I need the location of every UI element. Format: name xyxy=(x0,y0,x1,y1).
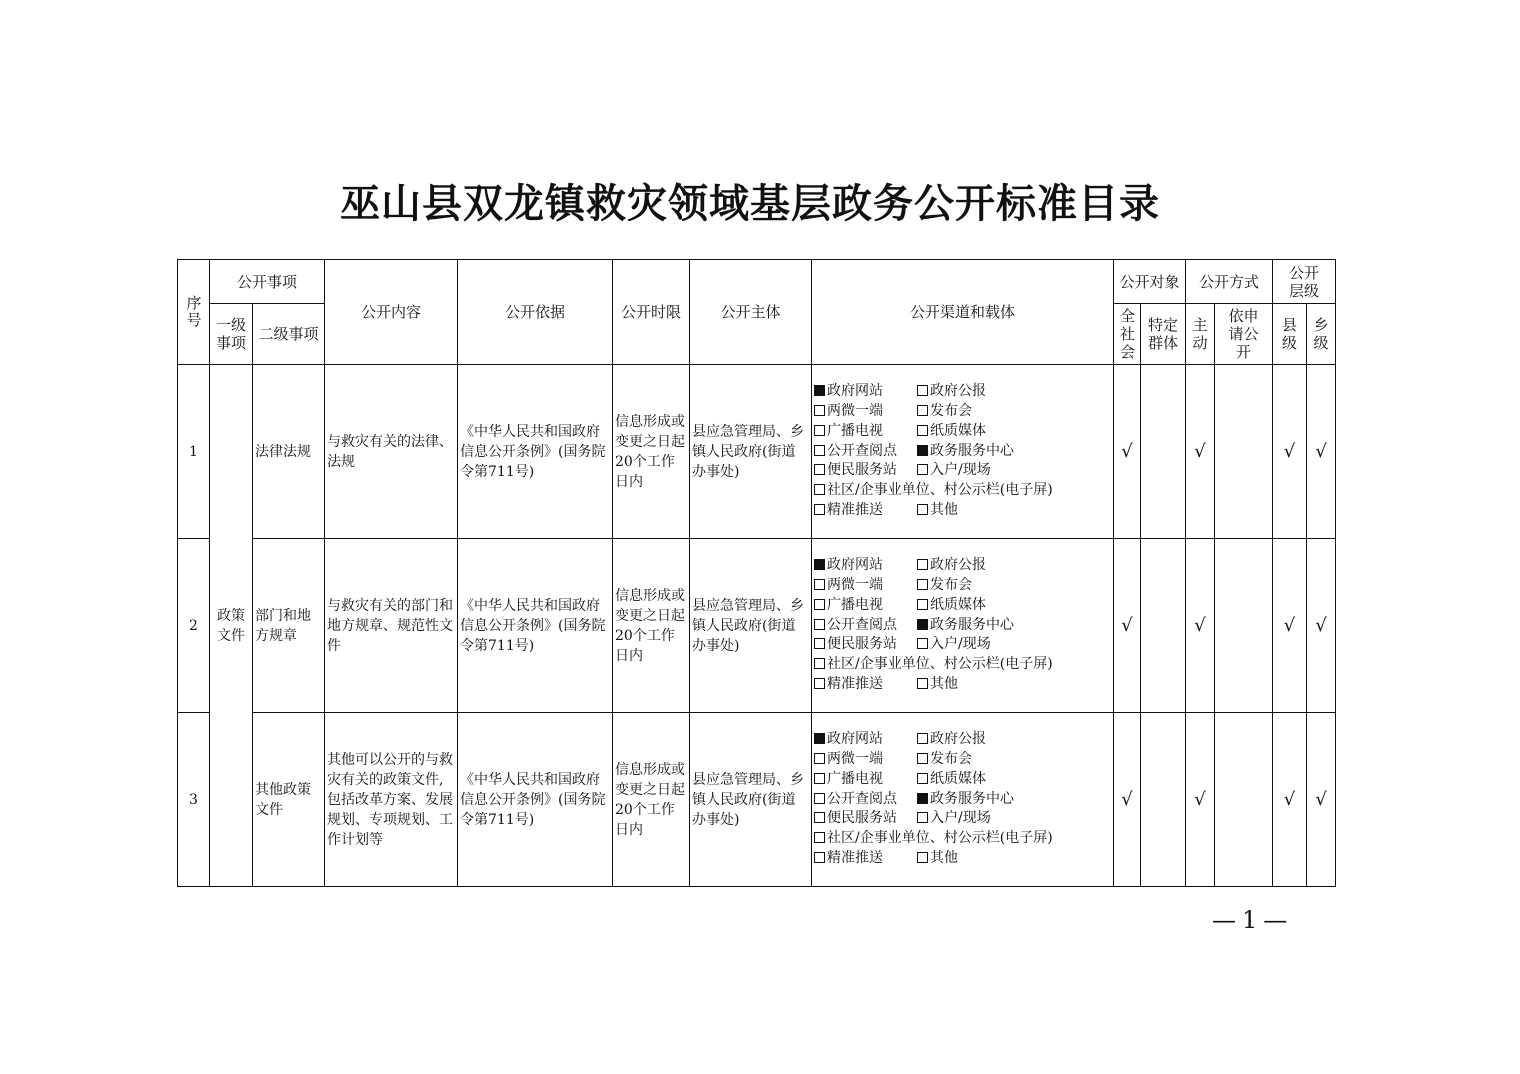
unchecked-box-icon xyxy=(814,579,825,590)
header-method-group: 公开方式 xyxy=(1186,260,1273,304)
channel-line xyxy=(814,616,1111,636)
unchecked-box-icon xyxy=(814,832,825,843)
header-seq: 序号 xyxy=(178,260,210,365)
channel-label: 精准推送 xyxy=(827,675,884,692)
channel-option xyxy=(814,655,1053,675)
unchecked-box-icon xyxy=(917,425,928,436)
row-subject: 县应急管理局、乡镇人民政府(街道办事处) xyxy=(690,713,812,887)
channel-option xyxy=(917,501,958,521)
unchecked-box-icon xyxy=(917,504,928,515)
channel-label: 精准推送 xyxy=(827,849,884,866)
channel-option xyxy=(917,750,972,770)
page-number: —1— xyxy=(1212,906,1294,934)
checked-box-icon xyxy=(814,559,825,570)
channel-label: 便民服务站 xyxy=(827,462,898,479)
unchecked-box-icon xyxy=(814,793,825,804)
header-level2: 二级事项 xyxy=(253,304,325,365)
channel-label: 其他 xyxy=(930,849,959,866)
channel-label: 政府网站 xyxy=(827,557,884,574)
unchecked-box-icon xyxy=(814,638,825,649)
unchecked-box-icon xyxy=(814,773,825,784)
channel-label: 其他 xyxy=(930,675,959,692)
channel-option xyxy=(917,556,986,576)
channel-line xyxy=(814,655,1111,675)
channel-line xyxy=(814,809,1111,829)
row-channels xyxy=(812,713,1114,887)
row-subject: 县应急管理局、乡镇人民政府(街道办事处) xyxy=(690,365,812,539)
channel-option xyxy=(917,576,972,596)
row-method-request xyxy=(1215,713,1273,887)
channel-label: 纸质媒体 xyxy=(930,770,987,787)
channel-line xyxy=(814,461,1111,481)
unchecked-box-icon xyxy=(917,773,928,784)
channel-line xyxy=(814,790,1111,810)
row-audience-specific xyxy=(1141,539,1186,713)
channel-label: 精准推送 xyxy=(827,501,884,518)
channel-label: 公开查阅点 xyxy=(827,616,898,633)
table-header xyxy=(178,260,1336,365)
unchecked-box-icon xyxy=(814,852,825,863)
channel-option xyxy=(814,829,1053,849)
channel-option xyxy=(814,402,917,422)
row-audience-all: √ xyxy=(1114,539,1141,713)
unchecked-box-icon xyxy=(814,658,825,669)
channel-option xyxy=(917,596,986,616)
channel-option xyxy=(814,849,917,869)
table-row xyxy=(178,539,1336,713)
header-audience-specific: 特定群体 xyxy=(1141,304,1186,365)
channel-line xyxy=(814,576,1111,596)
channel-option xyxy=(917,382,986,402)
checked-box-icon xyxy=(814,385,825,396)
channel-label: 两微一端 xyxy=(827,751,884,767)
header-content: 公开内容 xyxy=(325,260,458,365)
channel-option xyxy=(814,461,917,481)
row-level-county: √ xyxy=(1273,539,1307,713)
unchecked-box-icon xyxy=(814,678,825,689)
channel-line xyxy=(814,675,1111,695)
channel-line xyxy=(814,596,1111,616)
header-audience-group: 公开对象 xyxy=(1114,260,1186,304)
row-method-active: √ xyxy=(1186,365,1215,539)
channel-option xyxy=(917,442,1014,462)
channel-label: 便民服务站 xyxy=(827,636,898,653)
channel-label: 政务服务中心 xyxy=(930,442,1015,459)
channel-option xyxy=(917,461,991,481)
header-audience-all: 全社会 xyxy=(1114,304,1141,365)
row-level-town: √ xyxy=(1307,539,1336,713)
row-level2: 部门和地方规章 xyxy=(253,539,325,713)
channel-line xyxy=(814,849,1111,869)
channel-line xyxy=(814,730,1111,750)
row-channels xyxy=(812,539,1114,713)
channel-line xyxy=(814,770,1111,790)
unchecked-box-icon xyxy=(917,852,928,863)
header-method-active: 主动 xyxy=(1186,304,1215,365)
row-method-active: √ xyxy=(1186,539,1215,713)
unchecked-box-icon xyxy=(917,385,928,396)
channel-label: 公开查阅点 xyxy=(827,790,898,807)
unchecked-box-icon xyxy=(917,559,928,570)
channel-label: 政府公报 xyxy=(930,383,987,400)
channel-line xyxy=(814,422,1111,442)
channel-option xyxy=(917,635,991,655)
channel-label: 两微一端 xyxy=(827,403,884,419)
row-method-request xyxy=(1215,539,1273,713)
row-audience-specific xyxy=(1141,713,1186,887)
table-body xyxy=(178,365,1336,887)
channel-label: 发布会 xyxy=(930,751,973,767)
channel-option xyxy=(814,750,917,770)
row-level-county: √ xyxy=(1273,713,1307,887)
row-method-active: √ xyxy=(1186,713,1215,887)
checked-box-icon xyxy=(917,619,928,630)
channel-option xyxy=(814,501,917,521)
unchecked-box-icon xyxy=(917,638,928,649)
channel-line xyxy=(814,750,1111,770)
channel-label: 政务服务中心 xyxy=(930,616,1015,633)
channel-option xyxy=(917,849,958,869)
row-seq: 2 xyxy=(178,539,210,713)
channel-option xyxy=(917,422,986,442)
channel-line xyxy=(814,442,1111,462)
checked-box-icon xyxy=(917,445,928,456)
unchecked-box-icon xyxy=(917,405,928,416)
row-subject: 县应急管理局、乡镇人民政府(街道办事处) xyxy=(690,539,812,713)
unchecked-box-icon xyxy=(814,445,825,456)
channel-label: 社区/企事业单位、村公示栏(电子屏) xyxy=(827,830,1053,847)
channel-option xyxy=(917,770,986,790)
channel-option xyxy=(814,556,917,576)
header-level-county: 县级 xyxy=(1273,304,1307,365)
unchecked-box-icon xyxy=(917,678,928,689)
row-basis: 《中华人民共和国政府信息公开条例》(国务院令第711号) xyxy=(458,539,613,713)
standard-catalog-table xyxy=(177,259,1336,887)
row-level2: 法律法规 xyxy=(253,365,325,539)
channel-label: 纸质媒体 xyxy=(930,596,987,613)
row-content: 与救灾有关的部门和地方规章、规范性文件 xyxy=(325,539,458,713)
unchecked-box-icon xyxy=(814,405,825,416)
table-row xyxy=(178,713,1336,887)
channel-line xyxy=(814,501,1111,521)
page-title: 巫山县双龙镇救灾领域基层政务公开标准目录 xyxy=(340,180,1160,227)
channel-label: 社区/企事业单位、村公示栏(电子屏) xyxy=(827,482,1053,499)
row-time-limit: 信息形成或变更之日起20个工作日内 xyxy=(613,365,690,539)
unchecked-box-icon xyxy=(814,599,825,610)
channel-label: 政府网站 xyxy=(827,383,884,400)
channel-option xyxy=(814,675,917,695)
channel-option xyxy=(814,442,917,462)
channel-option xyxy=(814,422,917,442)
row-seq: 3 xyxy=(178,713,210,887)
row-audience-all: √ xyxy=(1114,365,1141,539)
channel-label: 入户/现场 xyxy=(930,462,991,479)
channel-option xyxy=(814,616,917,636)
channel-label: 政府网站 xyxy=(827,731,884,748)
checked-box-icon xyxy=(917,793,928,804)
row-level2: 其他政策文件 xyxy=(253,713,325,887)
channel-line xyxy=(814,635,1111,655)
channel-label: 发布会 xyxy=(930,577,973,593)
channel-option xyxy=(814,576,917,596)
row-time-limit: 信息形成或变更之日起20个工作日内 xyxy=(613,539,690,713)
channel-label: 其他 xyxy=(930,501,959,518)
unchecked-box-icon xyxy=(814,619,825,630)
header-subject: 公开主体 xyxy=(690,260,812,365)
row-level-county: √ xyxy=(1273,365,1307,539)
unchecked-box-icon xyxy=(814,464,825,475)
channel-label: 广播电视 xyxy=(827,422,884,439)
header-level-group: 公开层级 xyxy=(1273,260,1336,304)
unchecked-box-icon xyxy=(917,733,928,744)
unchecked-box-icon xyxy=(917,753,928,764)
channel-label: 两微一端 xyxy=(827,577,884,593)
header-method-request: 依申请公开 xyxy=(1215,304,1273,365)
channel-option xyxy=(814,730,917,750)
channel-label: 发布会 xyxy=(930,403,973,419)
unchecked-box-icon xyxy=(917,812,928,823)
unchecked-box-icon xyxy=(917,579,928,590)
row-channels xyxy=(812,365,1114,539)
channel-option xyxy=(814,790,917,810)
unchecked-box-icon xyxy=(814,425,825,436)
row-basis: 《中华人民共和国政府信息公开条例》(国务院令第711号) xyxy=(458,365,613,539)
header-time-limit: 公开时限 xyxy=(613,260,690,365)
channel-option xyxy=(917,809,991,829)
header-items-group: 公开事项 xyxy=(210,260,325,304)
channel-label: 政府公报 xyxy=(930,557,987,574)
row-content: 其他可以公开的与救灾有关的政策文件,包括改革方案、发展规划、专项规划、工作计划等 xyxy=(325,713,458,887)
row-method-request xyxy=(1215,365,1273,539)
row-level-town: √ xyxy=(1307,365,1336,539)
header-level1: 一级事项 xyxy=(210,304,253,365)
channel-option xyxy=(917,616,1014,636)
channel-label: 广播电视 xyxy=(827,596,884,613)
channel-label: 纸质媒体 xyxy=(930,422,987,439)
channel-label: 社区/企事业单位、村公示栏(电子屏) xyxy=(827,656,1053,673)
row-basis: 《中华人民共和国政府信息公开条例》(国务院令第711号) xyxy=(458,713,613,887)
row-level-town: √ xyxy=(1307,713,1336,887)
channel-label: 便民服务站 xyxy=(827,810,898,827)
channel-label: 入户/现场 xyxy=(930,636,991,653)
header-level-town: 乡级 xyxy=(1307,304,1336,365)
channel-line xyxy=(814,382,1111,402)
channel-line xyxy=(814,481,1111,501)
unchecked-box-icon xyxy=(814,753,825,764)
unchecked-box-icon xyxy=(814,484,825,495)
unchecked-box-icon xyxy=(917,464,928,475)
channel-option xyxy=(814,635,917,655)
channel-label: 政府公报 xyxy=(930,731,987,748)
channel-label: 政务服务中心 xyxy=(930,790,1015,807)
channel-option xyxy=(917,402,972,422)
channel-option xyxy=(917,730,986,750)
channel-option xyxy=(814,382,917,402)
channel-line xyxy=(814,556,1111,576)
unchecked-box-icon xyxy=(814,504,825,515)
channel-option xyxy=(917,675,958,695)
unchecked-box-icon xyxy=(814,812,825,823)
table-row xyxy=(178,365,1336,539)
channel-option xyxy=(814,596,917,616)
unchecked-box-icon xyxy=(917,599,928,610)
channel-option xyxy=(917,790,1014,810)
row-audience-all: √ xyxy=(1114,713,1141,887)
row-audience-specific xyxy=(1141,365,1186,539)
channel-option xyxy=(814,770,917,790)
checked-box-icon xyxy=(814,733,825,744)
channel-line xyxy=(814,402,1111,422)
channel-label: 入户/现场 xyxy=(930,810,991,827)
channel-label: 公开查阅点 xyxy=(827,442,898,459)
row-seq: 1 xyxy=(178,365,210,539)
row-time-limit: 信息形成或变更之日起20个工作日内 xyxy=(613,713,690,887)
level1-item: 政策文件 xyxy=(210,365,253,887)
channel-line xyxy=(814,829,1111,849)
channel-option xyxy=(814,481,1053,501)
header-basis: 公开依据 xyxy=(458,260,613,365)
row-content: 与救灾有关的法律、法规 xyxy=(325,365,458,539)
header-channels: 公开渠道和载体 xyxy=(812,260,1114,365)
channel-label: 广播电视 xyxy=(827,770,884,787)
channel-option xyxy=(814,809,917,829)
